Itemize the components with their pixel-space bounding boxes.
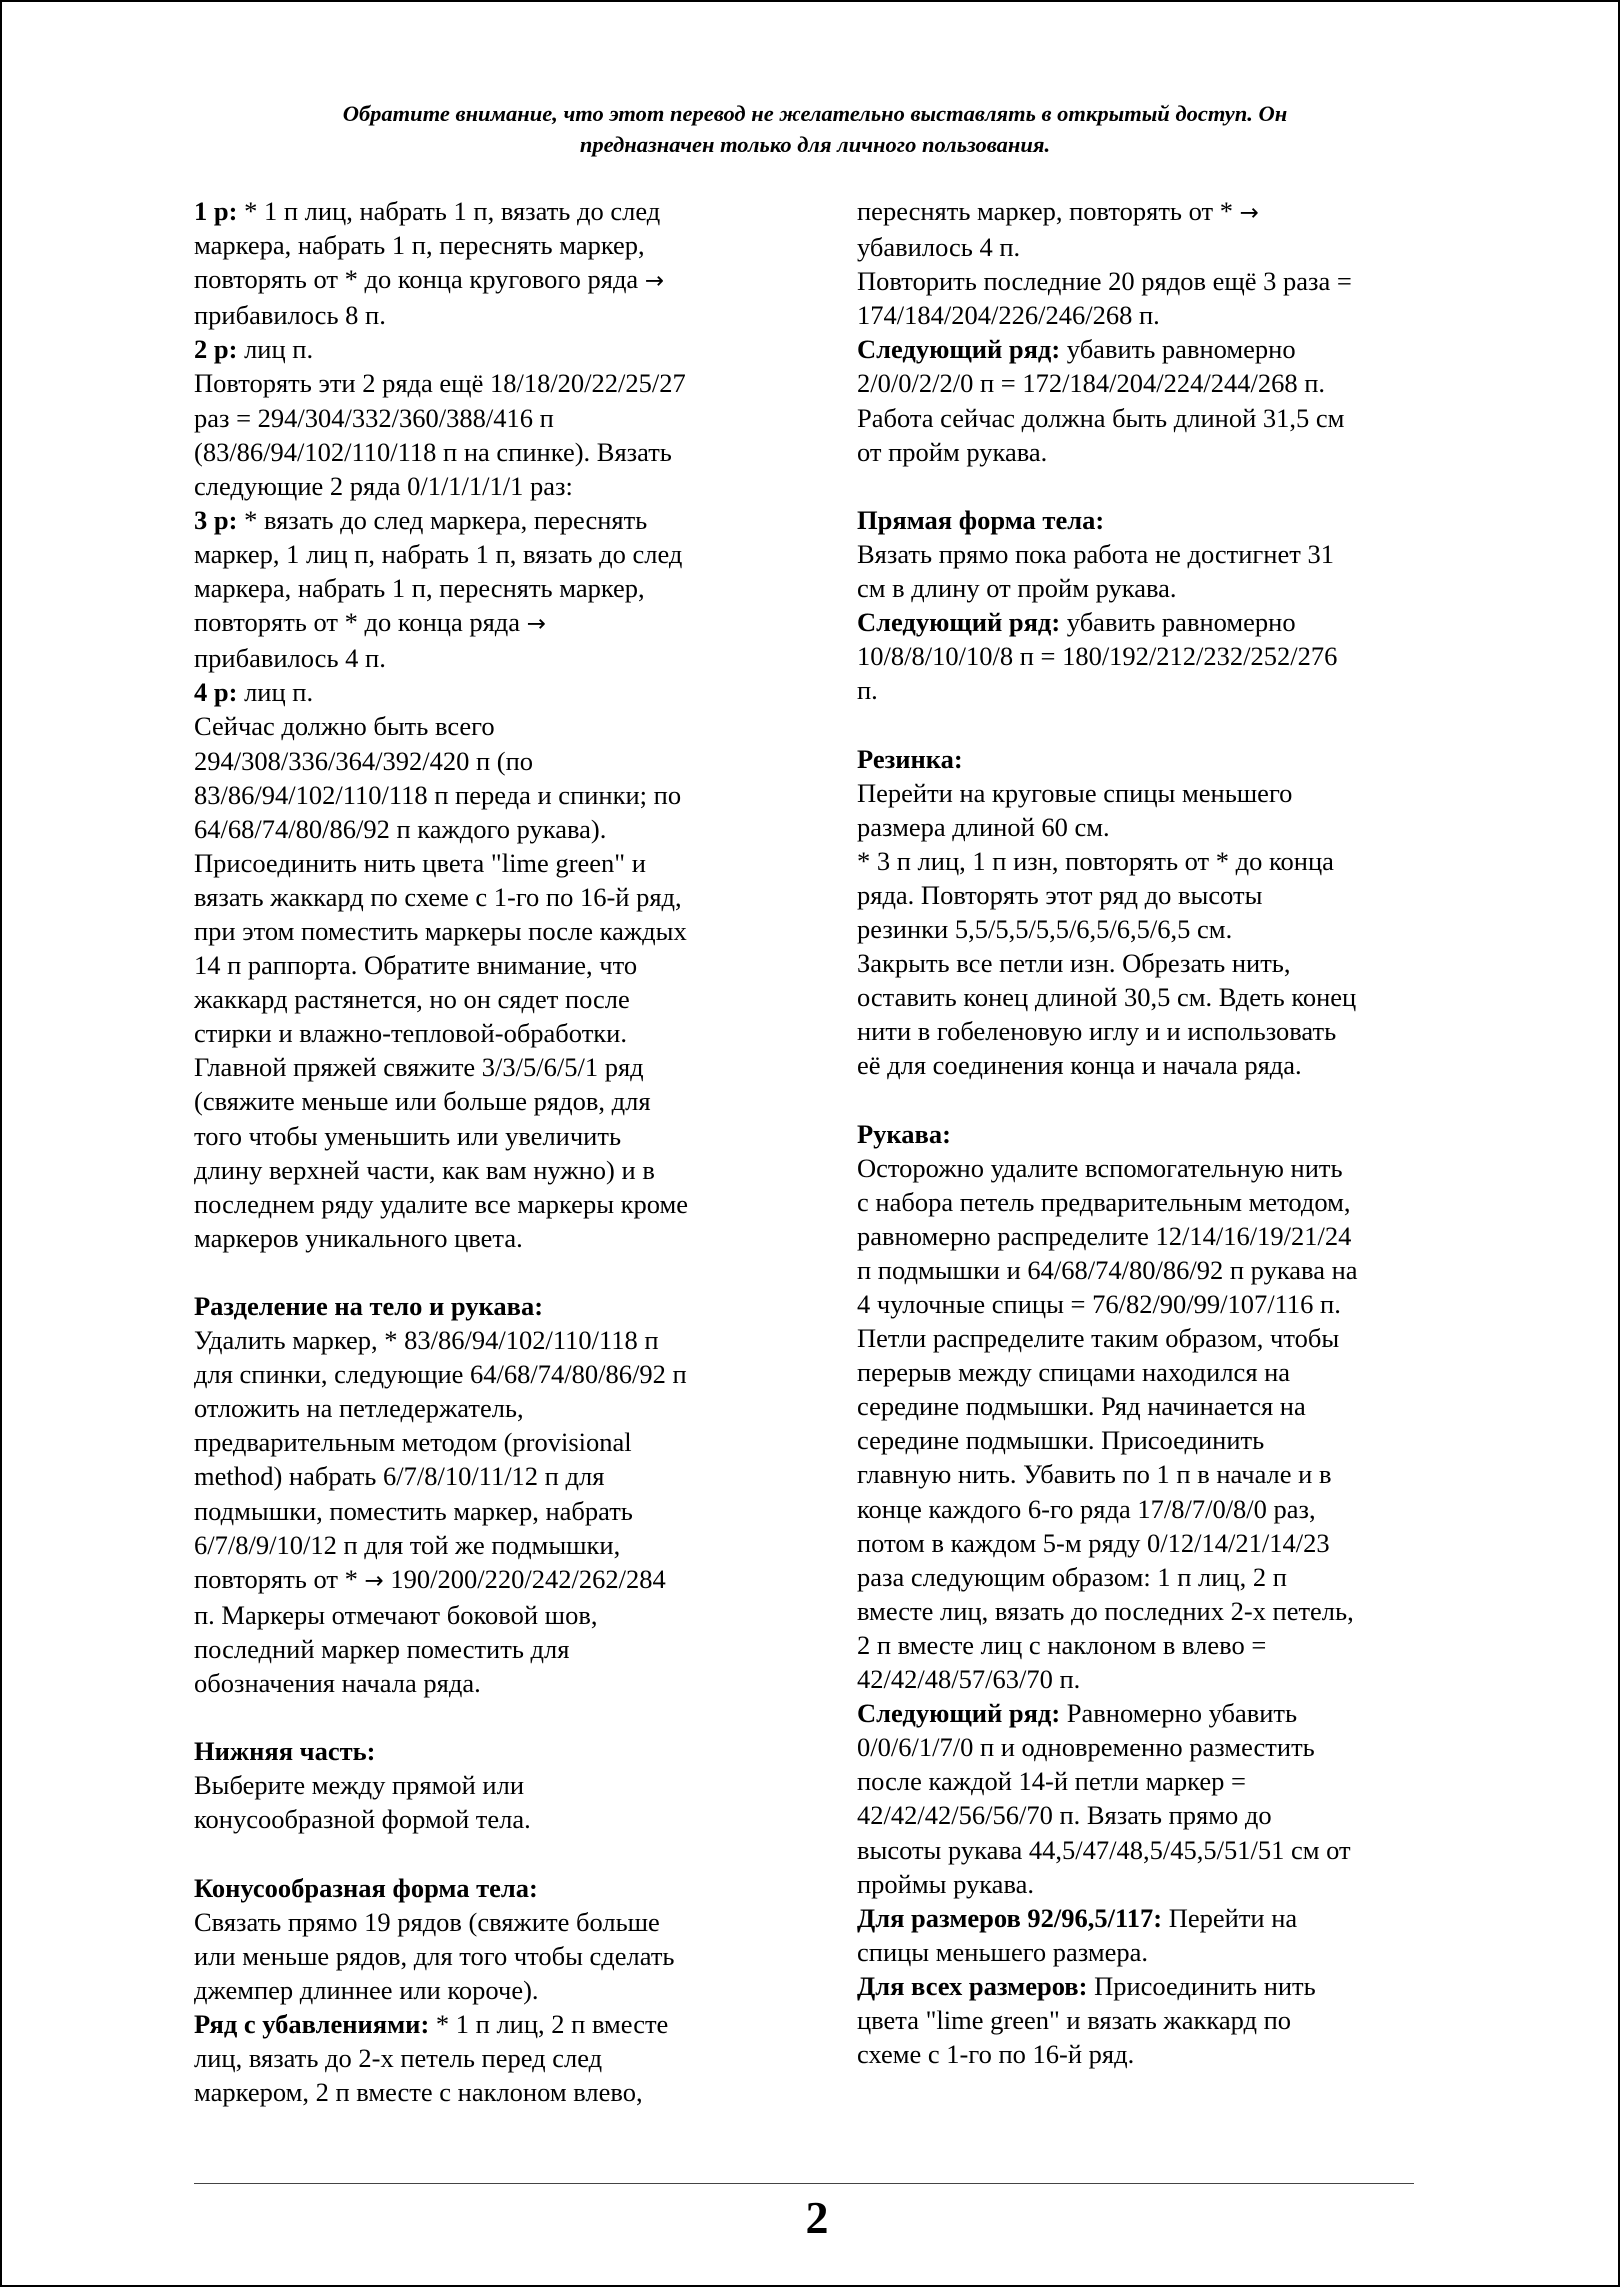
text-line: 174/184/204/226/246/268 п. bbox=[857, 300, 1160, 331]
text-line: прибавилось 4 п. bbox=[194, 643, 386, 674]
text-line: Присоединить нить цвета "lime green" и bbox=[194, 847, 646, 878]
section-heading: Конусообразная форма тела: bbox=[194, 1872, 538, 1903]
text-line: последний маркер поместить для bbox=[194, 1633, 570, 1664]
text-line: 83/86/94/102/110/118 п переда и спинки; по bbox=[194, 779, 682, 810]
text-line: при этом поместить маркеры после каждых bbox=[194, 915, 687, 946]
text-line: 0/0/6/1/7/0 п и одновременно разместить bbox=[857, 1732, 1315, 1763]
text-line: обозначения начала ряда. bbox=[194, 1668, 481, 1699]
text-line: для спинки, следующие 64/68/74/80/86/92 п bbox=[194, 1359, 687, 1390]
text-line: последнем ряду удалите все маркеры кроме bbox=[194, 1188, 689, 1219]
text-line: Работа сейчас должна быть длиной 31,5 см bbox=[857, 402, 1345, 433]
text-line: * 1 п лиц, набрать 1 п, вязать до след bbox=[237, 196, 661, 226]
text-line: после каждой 14-й петли маркер = bbox=[857, 1766, 1246, 1797]
text-line: 42/42/48/57/63/70 п. bbox=[857, 1664, 1081, 1695]
text-line: Присоединить нить bbox=[1087, 1970, 1316, 2001]
text-line: Повторять эти 2 ряда ещё 18/18/20/22/25/27 bbox=[194, 368, 686, 399]
spacer bbox=[194, 1700, 774, 1734]
text-line: равномерно распределите 12/14/16/19/21/24 bbox=[857, 1220, 1352, 1251]
text-line: нити в гобеленовую иглу и и использовать bbox=[857, 1016, 1337, 1047]
text-line: лиц п. bbox=[237, 334, 314, 365]
spacer bbox=[857, 1082, 1437, 1116]
text-line: спицы меньшего размера. bbox=[857, 1936, 1149, 1967]
text-line: конусообразной формой тела. bbox=[194, 1804, 531, 1835]
right-column bbox=[857, 194, 1437, 2071]
row-label: 2 р: bbox=[194, 334, 238, 365]
row-3-instruction bbox=[194, 503, 774, 675]
text-line: п. Маркеры отмечают боковой шов, bbox=[194, 1599, 598, 1630]
row-label: 3 р: bbox=[194, 504, 238, 535]
text-line: 10/8/8/10/10/8 п = 180/192/212/232/252/276 bbox=[857, 641, 1338, 672]
spacer bbox=[194, 1255, 774, 1289]
text-line: 2 п вместе лиц с наклоном в влево = bbox=[857, 1629, 1267, 1660]
text-line: потом в каждом 5-м ряду 0/12/14/21/14/23 bbox=[857, 1527, 1330, 1558]
text-line: её для соединения конца и начала ряда. bbox=[857, 1050, 1302, 1081]
split-section bbox=[194, 1289, 774, 1700]
text-line: высоты рукава 44,5/47/48,5/45,5/51/51 см от bbox=[857, 1834, 1351, 1865]
right-arrow-icon: → bbox=[364, 1567, 384, 1594]
text-line: или меньше рядов, для того чтобы сделать bbox=[194, 1940, 675, 1971]
spacer bbox=[857, 707, 1437, 741]
text-line: маркеров уникального цвета. bbox=[194, 1222, 523, 1253]
stitch-total-paragraph bbox=[194, 709, 774, 1255]
text-line: подмышки, поместить маркер, набрать bbox=[194, 1495, 633, 1526]
text-line: маркер, 1 лиц п, набрать 1 п, вязать до след bbox=[194, 538, 683, 569]
right-arrow-icon: → bbox=[644, 268, 665, 295]
lower-part-section bbox=[194, 1734, 774, 1836]
text-line: 4 чулочные спицы = 76/82/90/99/107/116 п. bbox=[857, 1289, 1341, 1319]
text-line: Удалить маркер, * 83/86/94/102/110/118 п bbox=[194, 1325, 659, 1356]
page-number: 2 bbox=[805, 2192, 829, 2243]
text-line: середине подмышки. Ряд начинается на bbox=[857, 1391, 1306, 1422]
spacer bbox=[857, 469, 1437, 503]
text-line: джемпер длиннее или короче). bbox=[194, 1974, 539, 2005]
text-line: размера длиной 60 см. bbox=[857, 811, 1110, 842]
text-line: с набора петель предварительным методом, bbox=[857, 1186, 1351, 1217]
text-line: 6/7/8/9/10/12 п для той же подмышки, bbox=[194, 1529, 621, 1560]
text-line: убавилось 4 п. bbox=[857, 232, 1021, 263]
text-line: Вязать прямо пока работа не достигнет 31 bbox=[857, 538, 1334, 569]
text-line: 64/68/74/80/86/92 п каждого рукава). bbox=[194, 813, 607, 844]
repeat-paragraph bbox=[194, 366, 774, 502]
sleeves-section bbox=[857, 1117, 1437, 1697]
text-line: стирки и влажно-тепловой-обработки. bbox=[194, 1018, 627, 1049]
row-2-instruction bbox=[194, 332, 774, 366]
text-line: жаккард растянется, но он сядет после bbox=[194, 984, 630, 1015]
text-line: Сейчас должно быть всего bbox=[194, 711, 495, 742]
text-line: Петли распределите таким образом, чтобы bbox=[857, 1323, 1340, 1354]
cone-shape-section bbox=[194, 1871, 774, 2007]
text-line: (свяжите меньше или больше рядов, для bbox=[194, 1086, 651, 1117]
text-line: лиц п. bbox=[237, 677, 314, 708]
text-line: отложить на петледержатель, bbox=[194, 1393, 524, 1424]
text-line: проймы рукава. bbox=[857, 1868, 1034, 1899]
row-label: Следующий ряд: bbox=[857, 607, 1061, 638]
text-line: перерыв между спицами находился на bbox=[857, 1357, 1291, 1388]
privacy-notice bbox=[190, 98, 1440, 160]
text-line: раз = 294/304/332/360/388/416 п bbox=[194, 402, 554, 433]
text-line: п подмышки и 64/68/74/80/86/92 п рукава на bbox=[857, 1254, 1358, 1285]
notice-line: Обратите внимание, что этот перевод не желательно выставлять в открытый доступ. Он bbox=[342, 101, 1288, 126]
text-line: ряда. Повторять этот ряд до высоты bbox=[857, 879, 1263, 910]
text-line: Связать прямо 19 рядов (свяжите больше bbox=[194, 1906, 660, 1937]
text-line: маркера, набрать 1 п, переснять маркер, bbox=[194, 573, 645, 604]
text-line: конце каждого 6-го ряда 17/8/7/0/8/0 раз, bbox=[857, 1493, 1316, 1524]
text-line: следующие 2 ряда 0/1/1/1/1/1 раз: bbox=[194, 470, 573, 501]
next-row-instruction bbox=[857, 332, 1437, 468]
all-sizes-instruction bbox=[857, 1969, 1437, 2071]
section-heading: Разделение на тело и рукава: bbox=[194, 1291, 544, 1321]
section-heading: Резинка: bbox=[857, 743, 963, 774]
text-line: схеме с 1-го по 16-й ряд. bbox=[857, 2039, 1135, 2070]
text-line: см в длину от пройм рукава. bbox=[857, 573, 1177, 604]
text-line: главную нить. Убавить по 1 п в начале и в bbox=[857, 1459, 1332, 1490]
text-line: повторять от * до конца кругового ряда bbox=[194, 264, 645, 295]
text-line: (83/86/94/102/110/118 п на спинке). Вязать bbox=[194, 436, 672, 467]
sizes-instruction bbox=[857, 1901, 1437, 1969]
text-line: * вязать до след маркера, переснять bbox=[237, 504, 648, 535]
text-line: переснять маркер, повторять от * bbox=[857, 196, 1240, 226]
text-line: прибавилось 8 п. bbox=[194, 300, 386, 331]
text-line: Перейти на круговые спицы меньшего bbox=[857, 777, 1293, 808]
text-line: Закрыть все петли изн. Обрезать нить, bbox=[857, 948, 1291, 979]
ribbing-section bbox=[857, 742, 1437, 1083]
text-line: Перейти на bbox=[1162, 1902, 1298, 1933]
text-line: того чтобы уменьшить или увеличить bbox=[194, 1120, 622, 1151]
decrease-row-instruction bbox=[194, 2007, 774, 2109]
text-line: Осторожно удалите вспомогательную нить bbox=[857, 1152, 1343, 1183]
text-line: * 1 п лиц, 2 п вместе bbox=[429, 2008, 669, 2039]
text-line: раза следующим образом: 1 п лиц, 2 п bbox=[857, 1561, 1287, 1592]
text-line: длину верхней части, как вам нужно) и в bbox=[194, 1154, 655, 1185]
text-line: Повторить последние 20 рядов ещё 3 раза = bbox=[857, 266, 1352, 297]
row-label: 4 р: bbox=[194, 677, 238, 708]
text-line: убавить равномерно bbox=[1060, 334, 1296, 365]
text-line: повторять от * до конца ряда bbox=[194, 607, 527, 638]
text-line: 294/308/336/364/392/420 п (по bbox=[194, 745, 534, 776]
text-line: маркером, 2 п вместе с наклоном влево, bbox=[194, 2077, 643, 2108]
text-line: убавить равномерно bbox=[1060, 607, 1296, 638]
right-arrow-icon: → bbox=[526, 611, 546, 638]
next-row-sleeve-instruction bbox=[857, 1696, 1437, 1901]
row-label: Ряд с убавлениями: bbox=[194, 2008, 430, 2039]
text-line: method) набрать 6/7/8/10/11/12 п для bbox=[194, 1461, 605, 1492]
row-label: Для размеров 92/96,5/117: bbox=[857, 1902, 1163, 1933]
notice-line: предназначен только для личного пользования. bbox=[579, 132, 1051, 157]
text-line: середине подмышки. Присоединить bbox=[857, 1425, 1265, 1456]
section-heading: Нижняя часть: bbox=[194, 1736, 376, 1767]
text-line: вместе лиц, вязать до последних 2-х петель, bbox=[857, 1595, 1354, 1626]
text-line: резинки 5,5/5,5/5,5/6,5/6,5/6,5 см. bbox=[857, 913, 1233, 944]
row-label: Следующий ряд: bbox=[857, 334, 1061, 365]
text-line: * 3 п лиц, 1 п изн, повторять от * до конца bbox=[857, 845, 1334, 876]
section-heading: Рукава: bbox=[857, 1118, 951, 1149]
text-line: повторять от * bbox=[194, 1563, 365, 1594]
text-line: 42/42/42/56/56/70 п. Вязать прямо до bbox=[857, 1800, 1272, 1831]
text-line: 190/200/220/242/262/284 bbox=[383, 1563, 666, 1594]
right-arrow-icon: → bbox=[1239, 200, 1259, 226]
text-line: маркера, набрать 1 п, переснять маркер, bbox=[194, 230, 645, 261]
section-heading: Прямая форма тела: bbox=[857, 504, 1105, 535]
straight-shape-section bbox=[857, 503, 1437, 708]
text-line: 14 п раппорта. Обратите внимание, что bbox=[194, 950, 638, 981]
text-line: оставить конец длиной 30,5 см. Вдеть конец bbox=[857, 982, 1357, 1013]
text-line: вязать жаккард по схеме с 1-го по 16-й ряд, bbox=[194, 881, 682, 912]
decrease-continuation bbox=[857, 194, 1437, 332]
spacer bbox=[194, 1837, 774, 1871]
row-label: Для всех размеров: bbox=[857, 1970, 1088, 2001]
text-line: 2/0/0/2/2/0 п = 172/184/204/224/244/268 п. bbox=[857, 368, 1326, 399]
text-line: Выберите между прямой или bbox=[194, 1770, 525, 1801]
text-line: лиц, вязать до 2-х петель перед след bbox=[194, 2043, 603, 2074]
text-line: Равномерно убавить bbox=[1060, 1698, 1298, 1729]
footer-divider bbox=[194, 2183, 1414, 2184]
text-line: п. bbox=[857, 675, 878, 706]
left-column bbox=[194, 194, 774, 2109]
text-line: Главной пряжей свяжите 3/3/5/6/5/1 ряд bbox=[194, 1052, 644, 1083]
text-line: от пройм рукава. bbox=[857, 436, 1048, 467]
row-4-instruction bbox=[194, 675, 774, 709]
row-label: 1 р: bbox=[194, 196, 238, 226]
text-line: предварительным методом (provisional bbox=[194, 1427, 632, 1458]
row-1-instruction bbox=[194, 194, 774, 332]
row-label: Следующий ряд: bbox=[857, 1698, 1061, 1729]
text-line: цвета "lime green" и вязать жаккард по bbox=[857, 2004, 1292, 2035]
